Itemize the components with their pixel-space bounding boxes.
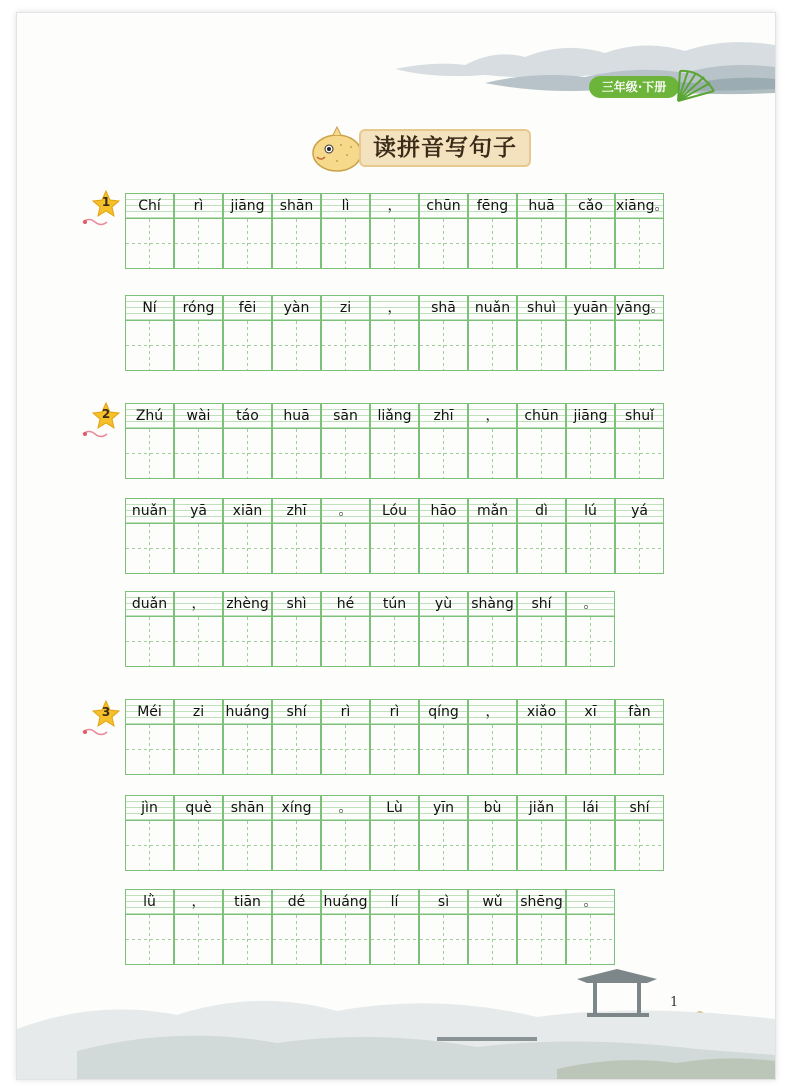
pinyin-syllable: Zhú: [126, 404, 173, 429]
character-box[interactable]: [420, 219, 467, 268]
exercise-number-star: [91, 699, 121, 729]
pinyin-syllable: shàng: [469, 592, 516, 617]
pinyin-syllable: ，: [371, 194, 418, 219]
writing-row: [125, 889, 616, 965]
character-box[interactable]: [126, 321, 173, 370]
writing-cell[interactable]: [174, 193, 223, 269]
pinyin-syllable: róng: [175, 296, 222, 321]
pinyin-syllable: huā: [518, 194, 565, 219]
writing-cell[interactable]: [468, 795, 517, 871]
grade-badge: 三年级·下册: [589, 76, 679, 98]
character-box[interactable]: [371, 915, 418, 964]
character-box[interactable]: [224, 524, 271, 573]
writing-cell[interactable]: [370, 193, 419, 269]
writing-cell[interactable]: [517, 795, 566, 871]
character-box[interactable]: [273, 524, 320, 573]
character-box[interactable]: [469, 725, 516, 774]
writing-cell[interactable]: [125, 295, 174, 371]
pinyin-syllable: zhī: [420, 404, 467, 429]
character-box[interactable]: [616, 429, 663, 478]
pinyin-syllable: duǎn: [126, 592, 173, 617]
pinyin-syllable: Lóu: [371, 499, 418, 524]
character-box[interactable]: [420, 429, 467, 478]
writing-cell[interactable]: [321, 295, 370, 371]
writing-cell[interactable]: [468, 295, 517, 371]
character-box[interactable]: [420, 821, 467, 870]
character-box[interactable]: [518, 617, 565, 666]
writing-cell[interactable]: [223, 403, 272, 479]
pinyin-syllable: wài: [175, 404, 222, 429]
pinyin-syllable: chūn: [420, 194, 467, 219]
ribbon-decoration-icon: [81, 429, 109, 439]
writing-cell[interactable]: [272, 591, 321, 667]
pinyin-syllable: Chí: [126, 194, 173, 219]
character-box[interactable]: [518, 219, 565, 268]
character-box[interactable]: [322, 725, 369, 774]
character-box[interactable]: [616, 524, 663, 573]
title-block: [307, 125, 537, 177]
pinyin-syllable: yāng。: [616, 296, 663, 321]
character-box[interactable]: [420, 617, 467, 666]
writing-cell[interactable]: [615, 795, 664, 871]
pinyin-syllable: Lù: [371, 796, 418, 821]
page-number: 1: [670, 995, 679, 1010]
writing-cell[interactable]: [517, 498, 566, 574]
character-box[interactable]: [420, 524, 467, 573]
character-box[interactable]: [273, 821, 320, 870]
writing-cell[interactable]: [272, 795, 321, 871]
pinyin-syllable: dì: [518, 499, 565, 524]
character-box[interactable]: [567, 725, 614, 774]
pinyin-syllable: jiāng: [567, 404, 614, 429]
character-box[interactable]: [322, 915, 369, 964]
character-box[interactable]: [518, 725, 565, 774]
pinyin-syllable: bù: [469, 796, 516, 821]
character-box[interactable]: [567, 821, 614, 870]
character-box[interactable]: [469, 617, 516, 666]
pinyin-syllable: 。: [567, 592, 614, 617]
landscape-bottom: [17, 959, 775, 1079]
writing-cell[interactable]: [321, 403, 370, 479]
character-box[interactable]: [420, 915, 467, 964]
writing-cell[interactable]: [517, 889, 566, 965]
pinyin-syllable: wǔ: [469, 890, 516, 915]
character-box[interactable]: [616, 821, 663, 870]
writing-cell[interactable]: [174, 591, 223, 667]
writing-cell[interactable]: [174, 699, 223, 775]
exercise-number-star: [91, 401, 121, 431]
character-box[interactable]: [469, 915, 516, 964]
pinyin-syllable: xī: [567, 700, 614, 725]
writing-cell[interactable]: [272, 403, 321, 479]
writing-cell[interactable]: [419, 889, 468, 965]
writing-row: [125, 795, 665, 871]
character-box[interactable]: [322, 524, 369, 573]
writing-cell[interactable]: [566, 295, 615, 371]
pinyin-syllable: tún: [371, 592, 418, 617]
writing-cell[interactable]: [517, 193, 566, 269]
pinyin-syllable: 。: [322, 796, 369, 821]
pinyin-syllable: sān: [322, 404, 369, 429]
writing-cell[interactable]: [321, 699, 370, 775]
writing-cell[interactable]: [370, 295, 419, 371]
pinyin-syllable: Méi: [126, 700, 173, 725]
pinyin-syllable: jiǎn: [518, 796, 565, 821]
pinyin-syllable: yuān: [567, 296, 614, 321]
pinyin-syllable: shān: [273, 194, 320, 219]
pinyin-syllable: lú: [567, 499, 614, 524]
pinyin-syllable: qíng: [420, 700, 467, 725]
writing-cell[interactable]: [517, 295, 566, 371]
writing-cell[interactable]: [125, 193, 174, 269]
writing-cell[interactable]: [272, 889, 321, 965]
writing-cell[interactable]: [615, 403, 664, 479]
pinyin-syllable: huā: [273, 404, 320, 429]
pinyin-syllable: tiān: [224, 890, 271, 915]
character-box[interactable]: [616, 219, 663, 268]
writing-cell[interactable]: [223, 795, 272, 871]
writing-cell[interactable]: [370, 699, 419, 775]
writing-cell[interactable]: [370, 889, 419, 965]
pinyin-syllable: hé: [322, 592, 369, 617]
writing-cell[interactable]: [615, 699, 664, 775]
writing-cell[interactable]: [370, 498, 419, 574]
writing-cell[interactable]: [615, 295, 664, 371]
pinyin-syllable: rì: [175, 194, 222, 219]
character-box[interactable]: [469, 821, 516, 870]
pinyin-syllable: què: [175, 796, 222, 821]
pinyin-syllable: 。: [322, 499, 369, 524]
pinyin-syllable: nuǎn: [126, 499, 173, 524]
character-box[interactable]: [469, 524, 516, 573]
character-box[interactable]: [273, 219, 320, 268]
pinyin-syllable: xiān: [224, 499, 271, 524]
pinyin-syllable: shēng: [518, 890, 565, 915]
page-title: 读拼音写句子: [359, 129, 531, 167]
pinyin-syllable: mǎn: [469, 499, 516, 524]
writing-cell[interactable]: [566, 193, 615, 269]
writing-cell[interactable]: [566, 889, 615, 965]
ribbon-decoration-icon: [81, 217, 109, 227]
writing-cell[interactable]: [419, 699, 468, 775]
writing-cell[interactable]: [566, 591, 615, 667]
writing-cell[interactable]: [419, 295, 468, 371]
character-box[interactable]: [518, 321, 565, 370]
pinyin-syllable: lái: [567, 796, 614, 821]
pinyin-syllable: zhèng: [224, 592, 271, 617]
pinyin-syllable: yàn: [273, 296, 320, 321]
writing-cell[interactable]: [419, 591, 468, 667]
character-box[interactable]: [616, 321, 663, 370]
character-box[interactable]: [175, 725, 222, 774]
pinyin-syllable: nuǎn: [469, 296, 516, 321]
character-box[interactable]: [567, 915, 614, 964]
character-box[interactable]: [175, 321, 222, 370]
character-box[interactable]: [224, 219, 271, 268]
character-box[interactable]: [224, 915, 271, 964]
pinyin-syllable: fēng: [469, 194, 516, 219]
character-box[interactable]: [175, 429, 222, 478]
writing-cell[interactable]: [566, 795, 615, 871]
character-box[interactable]: [126, 821, 173, 870]
pinyin-syllable: sì: [420, 890, 467, 915]
writing-cell[interactable]: [321, 498, 370, 574]
character-box[interactable]: [322, 321, 369, 370]
writing-cell[interactable]: [419, 193, 468, 269]
character-box[interactable]: [175, 524, 222, 573]
writing-cell[interactable]: [223, 699, 272, 775]
writing-cell[interactable]: [517, 403, 566, 479]
pinyin-syllable: zi: [322, 296, 369, 321]
character-box[interactable]: [567, 617, 614, 666]
pinyin-syllable: huáng: [322, 890, 369, 915]
character-box[interactable]: [420, 321, 467, 370]
character-box[interactable]: [567, 321, 614, 370]
pinyin-syllable: yīn: [420, 796, 467, 821]
pinyin-syllable: zhī: [273, 499, 320, 524]
character-box[interactable]: [126, 617, 173, 666]
pinyin-syllable: jìn: [126, 796, 173, 821]
character-box[interactable]: [469, 429, 516, 478]
character-box[interactable]: [224, 617, 271, 666]
pinyin-syllable: shí: [273, 700, 320, 725]
pinyin-syllable: chūn: [518, 404, 565, 429]
character-box[interactable]: [224, 321, 271, 370]
writing-row: [125, 403, 665, 479]
character-box[interactable]: [175, 821, 222, 870]
writing-cell[interactable]: [223, 889, 272, 965]
character-box[interactable]: [126, 915, 173, 964]
character-box[interactable]: [126, 219, 173, 268]
character-box[interactable]: [273, 915, 320, 964]
character-box[interactable]: [126, 524, 173, 573]
writing-cell[interactable]: [468, 591, 517, 667]
pinyin-syllable: xiāng。: [616, 194, 663, 219]
character-box[interactable]: [371, 219, 418, 268]
writing-cell[interactable]: [174, 889, 223, 965]
exercise-number: 2: [101, 407, 111, 421]
writing-cell[interactable]: [125, 889, 174, 965]
writing-cell[interactable]: [272, 498, 321, 574]
pinyin-syllable: ，: [469, 700, 516, 725]
character-box[interactable]: [371, 821, 418, 870]
pinyin-syllable: shí: [518, 592, 565, 617]
pinyin-syllable: shuì: [518, 296, 565, 321]
writing-cell[interactable]: [468, 193, 517, 269]
writing-cell[interactable]: [566, 498, 615, 574]
mountain-landscape-top: [395, 31, 775, 101]
writing-row: [125, 295, 665, 371]
writing-cell[interactable]: [468, 498, 517, 574]
pinyin-syllable: táo: [224, 404, 271, 429]
character-box[interactable]: [273, 321, 320, 370]
exercise-number: 1: [101, 195, 111, 209]
writing-row: [125, 591, 616, 667]
character-box[interactable]: [616, 725, 663, 774]
pinyin-syllable: fēi: [224, 296, 271, 321]
character-box[interactable]: [371, 617, 418, 666]
pinyin-syllable: ，: [175, 592, 222, 617]
pinyin-syllable: yā: [175, 499, 222, 524]
pinyin-syllable: shí: [616, 796, 663, 821]
character-box[interactable]: [371, 725, 418, 774]
writing-cell[interactable]: [223, 193, 272, 269]
writing-cell[interactable]: [125, 591, 174, 667]
pinyin-syllable: shuǐ: [616, 404, 663, 429]
writing-cell[interactable]: [370, 403, 419, 479]
pavilion-icon: [577, 969, 657, 1017]
character-box[interactable]: [371, 429, 418, 478]
writing-cell[interactable]: [223, 295, 272, 371]
pinyin-syllable: Ní: [126, 296, 173, 321]
pinyin-syllable: jiāng: [224, 194, 271, 219]
pinyin-syllable: shì: [273, 592, 320, 617]
pinyin-syllable: yá: [616, 499, 663, 524]
writing-cell[interactable]: [272, 295, 321, 371]
writing-cell[interactable]: [223, 498, 272, 574]
pinyin-syllable: ，: [175, 890, 222, 915]
writing-cell[interactable]: [468, 403, 517, 479]
exercise-number: 3: [101, 705, 111, 719]
writing-cell[interactable]: [174, 795, 223, 871]
pinyin-syllable: lí: [371, 890, 418, 915]
writing-cell[interactable]: [419, 795, 468, 871]
ribbon-decoration-icon: [81, 727, 109, 737]
writing-cell[interactable]: [468, 889, 517, 965]
writing-cell[interactable]: [517, 699, 566, 775]
character-box[interactable]: [567, 429, 614, 478]
character-box[interactable]: [322, 821, 369, 870]
pinyin-syllable: huáng: [224, 700, 271, 725]
pinyin-syllable: lì: [322, 194, 369, 219]
character-box[interactable]: [273, 429, 320, 478]
character-box[interactable]: [322, 429, 369, 478]
character-box[interactable]: [469, 219, 516, 268]
writing-cell[interactable]: [370, 591, 419, 667]
pinyin-syllable: xíng: [273, 796, 320, 821]
pinyin-syllable: 。: [567, 890, 614, 915]
writing-cell[interactable]: [125, 498, 174, 574]
writing-cell[interactable]: [174, 403, 223, 479]
character-box[interactable]: [224, 429, 271, 478]
character-box[interactable]: [371, 321, 418, 370]
character-box[interactable]: [518, 821, 565, 870]
writing-cell[interactable]: [125, 795, 174, 871]
worksheet-page: [16, 12, 776, 1080]
character-box[interactable]: [273, 725, 320, 774]
writing-cell[interactable]: [419, 403, 468, 479]
character-box[interactable]: [518, 524, 565, 573]
writing-cell[interactable]: [125, 699, 174, 775]
pinyin-syllable: hāo: [420, 499, 467, 524]
writing-cell[interactable]: [321, 795, 370, 871]
pinyin-syllable: zi: [175, 700, 222, 725]
pinyin-syllable: shā: [420, 296, 467, 321]
pinyin-syllable: xiǎo: [518, 700, 565, 725]
writing-cell[interactable]: [174, 498, 223, 574]
character-box[interactable]: [371, 524, 418, 573]
character-box[interactable]: [322, 617, 369, 666]
character-box[interactable]: [126, 429, 173, 478]
writing-cell[interactable]: [223, 591, 272, 667]
writing-cell[interactable]: [517, 591, 566, 667]
writing-cell[interactable]: [615, 498, 664, 574]
writing-cell[interactable]: [272, 699, 321, 775]
writing-cell[interactable]: [272, 193, 321, 269]
character-box[interactable]: [175, 617, 222, 666]
character-box[interactable]: [420, 725, 467, 774]
character-box[interactable]: [518, 915, 565, 964]
character-box[interactable]: [469, 321, 516, 370]
character-box[interactable]: [518, 429, 565, 478]
writing-cell[interactable]: [321, 591, 370, 667]
writing-cell[interactable]: [468, 699, 517, 775]
pinyin-syllable: lǜ: [126, 890, 173, 915]
writing-cell[interactable]: [370, 795, 419, 871]
pinyin-syllable: shān: [224, 796, 271, 821]
writing-row: [125, 193, 669, 269]
writing-row: [125, 498, 665, 574]
pinyin-syllable: fàn: [616, 700, 663, 725]
character-box[interactable]: [567, 524, 614, 573]
pinyin-syllable: yù: [420, 592, 467, 617]
writing-cell[interactable]: [566, 699, 615, 775]
pinyin-syllable: ，: [469, 404, 516, 429]
character-box[interactable]: [224, 725, 271, 774]
fan-icon: [672, 67, 716, 103]
writing-cell[interactable]: [419, 498, 468, 574]
pinyin-syllable: liǎng: [371, 404, 418, 429]
pinyin-syllable: cǎo: [567, 194, 614, 219]
character-box[interactable]: [322, 219, 369, 268]
writing-cell[interactable]: [321, 193, 370, 269]
character-box[interactable]: [224, 821, 271, 870]
character-box[interactable]: [175, 219, 222, 268]
pinyin-syllable: rì: [322, 700, 369, 725]
character-box[interactable]: [175, 915, 222, 964]
character-box[interactable]: [126, 725, 173, 774]
exercise-number-star: [91, 189, 121, 219]
character-box[interactable]: [273, 617, 320, 666]
writing-row: [125, 699, 665, 775]
writing-cell[interactable]: [125, 403, 174, 479]
writing-cell[interactable]: [566, 403, 615, 479]
character-box[interactable]: [567, 219, 614, 268]
pinyin-syllable: rì: [371, 700, 418, 725]
writing-cell[interactable]: [615, 193, 669, 269]
pinyin-syllable: dé: [273, 890, 320, 915]
pinyin-syllable: ，: [371, 296, 418, 321]
writing-cell[interactable]: [174, 295, 223, 371]
writing-cell[interactable]: [321, 889, 370, 965]
